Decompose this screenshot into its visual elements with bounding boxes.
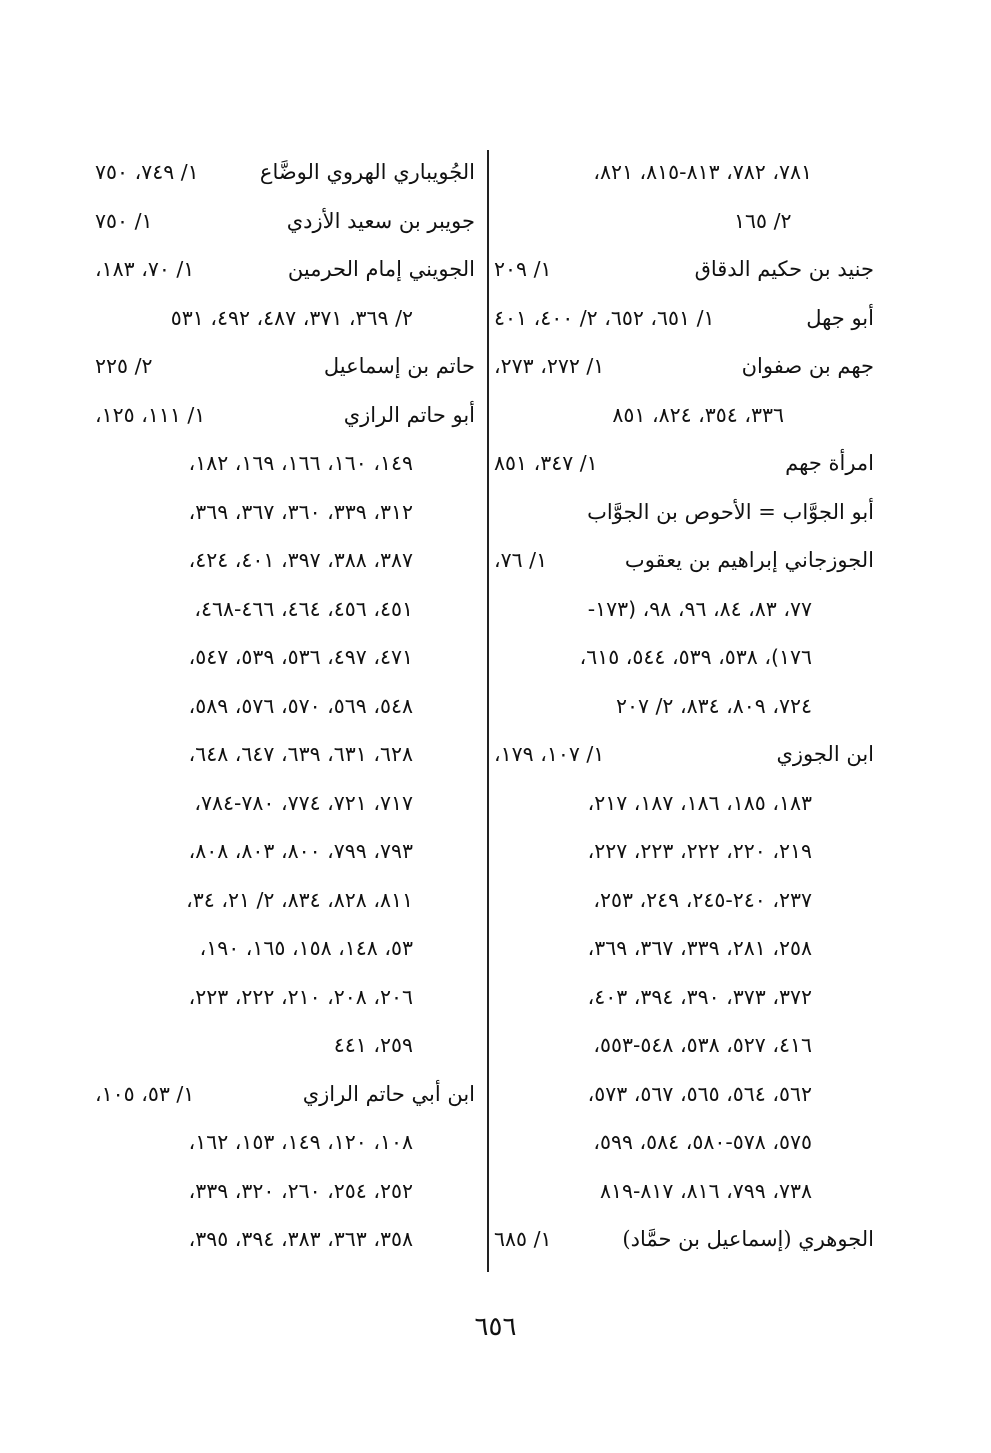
index-entry-name: الجوهري (إسماعيل بن حمَّاد) bbox=[622, 1227, 874, 1251]
index-entry-continuation: ٢٣٧، ٢٤٠-٢٤٥، ٢٤٩، ٢٥٣، bbox=[593, 887, 812, 912]
index-entry-pages: ١/ ٢٧٢، ٢٧٣، bbox=[494, 354, 605, 378]
index-entry-continuation: ٤٧١، ٤٩٧، ٥٣٦، ٥٣٩، ٥٤٧، bbox=[188, 645, 413, 669]
index-entry-continuation: ٦٢٨، ٦٣١، ٦٣٩، ٦٤٧، ٦٤٨، bbox=[188, 742, 413, 766]
index-entry-name: أبو الجوَّاب = الأحوص بن الجوَّاب bbox=[587, 499, 874, 524]
index-line bbox=[494, 633, 874, 682]
index-line bbox=[95, 585, 475, 634]
index-line bbox=[95, 536, 475, 585]
index-entry-continuation: ٢٥٨، ٢٨١، ٣٣٩، ٣٦٧، ٣٦٩، bbox=[587, 936, 812, 960]
right-column bbox=[494, 148, 874, 1264]
index-line bbox=[95, 488, 475, 537]
index-entry-continuation: ١٠٨، ١٢٠، ١٤٩، ١٥٣، ١٦٢، bbox=[188, 1130, 413, 1154]
index-entry-continuation: ٣١٢، ٣٣٩، ٣٦٠، ٣٦٧، ٣٦٩، bbox=[188, 499, 413, 524]
index-line bbox=[95, 973, 475, 1022]
index-line bbox=[95, 1215, 475, 1264]
index-line bbox=[95, 682, 475, 731]
index-entry-name: الجويني إمام الحرمين bbox=[287, 257, 475, 281]
index-line bbox=[494, 488, 874, 537]
index-entry-pages: ١/ ٧٥٠ bbox=[95, 208, 153, 233]
index-entry-name: الجُويباري الهروي الوضَّاع bbox=[259, 160, 475, 184]
index-line bbox=[494, 827, 874, 876]
index-line bbox=[494, 536, 874, 585]
index-entry-continuation: ٨١١، ٨٢٨، ٨٣٤، ٢/ ٢١، ٣٤، bbox=[186, 887, 413, 912]
index-entry-continuation: ٣٧٢، ٣٧٣، ٣٩٠، ٣٩٤، ٤٠٣، bbox=[587, 984, 812, 1009]
index-line bbox=[95, 1070, 475, 1119]
index-entry-pages: ١/ ٧٠، ١٨٣، bbox=[95, 257, 195, 281]
index-entry-continuation: ٧٩٣، ٧٩٩، ٨٠٠، ٨٠٣، ٨٠٨، bbox=[188, 839, 413, 863]
index-line bbox=[494, 294, 874, 343]
index-line bbox=[494, 1118, 874, 1167]
index-line bbox=[494, 439, 874, 488]
index-entry-continuation: ٤٥١، ٤٥٦، ٤٦٤، ٤٦٦-٤٦٨، bbox=[194, 596, 413, 621]
index-entry-pages: ١/ ٢٠٩ bbox=[494, 257, 552, 281]
index-entry-continuation: ٧٣٨، ٧٩٩، ٨١٦، ٨١٧-٨١٩ bbox=[599, 1178, 812, 1203]
index-line bbox=[494, 1167, 874, 1216]
index-line bbox=[95, 1021, 475, 1070]
index-entry-continuation: ٤١٦، ٥٢٧، ٥٣٨، ٥٤٨-٥٥٣، bbox=[593, 1033, 812, 1057]
index-line bbox=[494, 730, 874, 779]
index-entry-pages: ٢/ ٢٢٥ bbox=[95, 354, 153, 378]
index-entry-continuation: ٥٤٨، ٥٦٩، ٥٧٠، ٥٧٦، ٥٨٩، bbox=[188, 693, 413, 718]
index-entry-continuation: ٢٥٢، ٢٥٤، ٢٦٠، ٣٢٠، ٣٣٩، bbox=[188, 1178, 413, 1203]
index-line bbox=[494, 682, 874, 731]
index-entry-name: ابن الجوزي bbox=[776, 742, 874, 766]
index-entry-continuation: ٣٥٨، ٣٦٣، ٣٨٣، ٣٩٤، ٣٩٥، bbox=[188, 1227, 413, 1251]
index-line bbox=[95, 827, 475, 876]
index-line bbox=[494, 391, 874, 440]
index-entry-name: جهم بن صفوان bbox=[741, 354, 874, 378]
index-entry-pages: ١/ ١٠٧، ١٧٩، bbox=[494, 742, 605, 766]
index-entry-continuation: ٧٨١، ٧٨٢، ٨١٣-٨١٥، ٨٢١، bbox=[593, 160, 812, 184]
index-entry-continuation: ٧١٧، ٧٢١، ٧٧٤، ٧٨٠-٧٨٤، bbox=[194, 790, 413, 815]
index-line bbox=[494, 1215, 874, 1264]
index-line bbox=[95, 633, 475, 682]
index-entry-name: ابن أبي حاتم الرازي bbox=[302, 1081, 475, 1106]
column-divider bbox=[487, 150, 489, 1272]
index-entry-name: الجوزجاني إبراهيم بن يعقوب bbox=[624, 548, 874, 572]
index-entry-continuation: ٢١٩، ٢٢٠، ٢٢٢، ٢٢٣، ٢٢٧، bbox=[587, 839, 812, 863]
index-line bbox=[95, 924, 475, 973]
index-entry-continuation: ٣٣٦، ٣٥٤، ٨٢٤، ٨٥١ bbox=[612, 402, 784, 427]
index-entry-pages: ١/ ٥٣، ١٠٥، bbox=[95, 1081, 195, 1106]
index-line bbox=[494, 585, 874, 634]
index-line bbox=[95, 197, 475, 246]
index-line bbox=[95, 1167, 475, 1216]
index-line bbox=[95, 342, 475, 391]
index-entry-continuation: ١٤٩، ١٦٠، ١٦٦، ١٦٩، ١٨٢، bbox=[188, 451, 413, 475]
index-line bbox=[95, 148, 475, 197]
index-line bbox=[494, 1070, 874, 1119]
index-entry-pages: ١/ ٦٥١، ٦٥٢، ٢/ ٤٠٠، ٤٠١ bbox=[494, 305, 715, 330]
index-entry-name: امرأة جهم bbox=[785, 451, 874, 475]
index-entry-continuation: ٢٠٦، ٢٠٨، ٢١٠، ٢٢٢، ٢٢٣، bbox=[188, 984, 413, 1009]
index-entry-pages: ١/ ٧٤٩، ٧٥٠ bbox=[95, 160, 199, 184]
index-entry-name: جويبر بن سعيد الأزدي bbox=[286, 208, 475, 233]
index-line bbox=[494, 779, 874, 828]
index-line bbox=[494, 1021, 874, 1070]
index-line bbox=[494, 245, 874, 294]
index-entry-name: أبو جهل bbox=[806, 305, 874, 330]
index-entry-continuation: ٥٦٢، ٥٦٤، ٥٦٥، ٥٦٧، ٥٧٣، bbox=[587, 1081, 812, 1106]
index-entry-pages: ١/ ١١١، ١٢٥، bbox=[95, 402, 206, 427]
index-line bbox=[494, 973, 874, 1022]
index-line bbox=[95, 294, 475, 343]
index-entry-continuation: ٢٥٩، ٤٤١ bbox=[333, 1033, 413, 1057]
index-entry-pages: ١/ ٧٦، bbox=[494, 548, 548, 572]
index-line bbox=[95, 439, 475, 488]
index-line bbox=[95, 245, 475, 294]
index-entry-continuation: ١٧٦)، ٥٣٨، ٥٣٩، ٥٤٤، ٦١٥، bbox=[579, 645, 812, 669]
index-line bbox=[494, 197, 874, 246]
index-entry-continuation: ٧٧، ٨٣، ٨٤، ٩٦، ٩٨، (١٧٣- bbox=[587, 596, 812, 621]
index-entry-name: حاتم بن إسماعيل bbox=[323, 354, 475, 378]
index-entry-continuation: ٥٣، ١٤٨، ١٥٨، ١٦٥، ١٩٠، bbox=[199, 936, 413, 960]
index-line bbox=[95, 730, 475, 779]
index-line bbox=[494, 342, 874, 391]
index-line bbox=[95, 1118, 475, 1167]
index-entry-name: جنيد بن حكيم الدقاق bbox=[694, 257, 874, 281]
index-line bbox=[494, 876, 874, 925]
index-entry-continuation: ٧٢٤، ٨٠٩، ٨٣٤، ٢/ ٢٠٧ bbox=[615, 693, 812, 718]
index-line bbox=[95, 391, 475, 440]
index-entry-name: أبو حاتم الرازي bbox=[343, 402, 475, 427]
index-entry-continuation: ٥٧٥، ٥٧٨-٥٨٠، ٥٨٤، ٥٩٩، bbox=[593, 1130, 812, 1154]
index-line bbox=[95, 779, 475, 828]
index-entry-continuation: ٢/ ١٦٥ bbox=[734, 208, 792, 233]
index-line bbox=[494, 924, 874, 973]
page-number: ٦٥٦ bbox=[474, 1312, 517, 1342]
index-line bbox=[95, 876, 475, 925]
index-entry-continuation: ٣٨٧، ٣٨٨، ٣٩٧، ٤٠١، ٤٢٤، bbox=[188, 548, 413, 572]
index-entry-pages: ١/ ٣٤٧، ٨٥١ bbox=[494, 451, 598, 475]
index-entry-continuation: ١٨٣، ١٨٥، ١٨٦، ١٨٧، ٢١٧، bbox=[587, 790, 812, 815]
index-line bbox=[494, 148, 874, 197]
left-column bbox=[95, 148, 475, 1264]
index-entry-continuation: ٢/ ٣٦٩، ٣٧١، ٤٨٧، ٤٩٢، ٥٣١ bbox=[170, 305, 413, 330]
index-entry-pages: ١/ ٦٨٥ bbox=[494, 1227, 552, 1251]
